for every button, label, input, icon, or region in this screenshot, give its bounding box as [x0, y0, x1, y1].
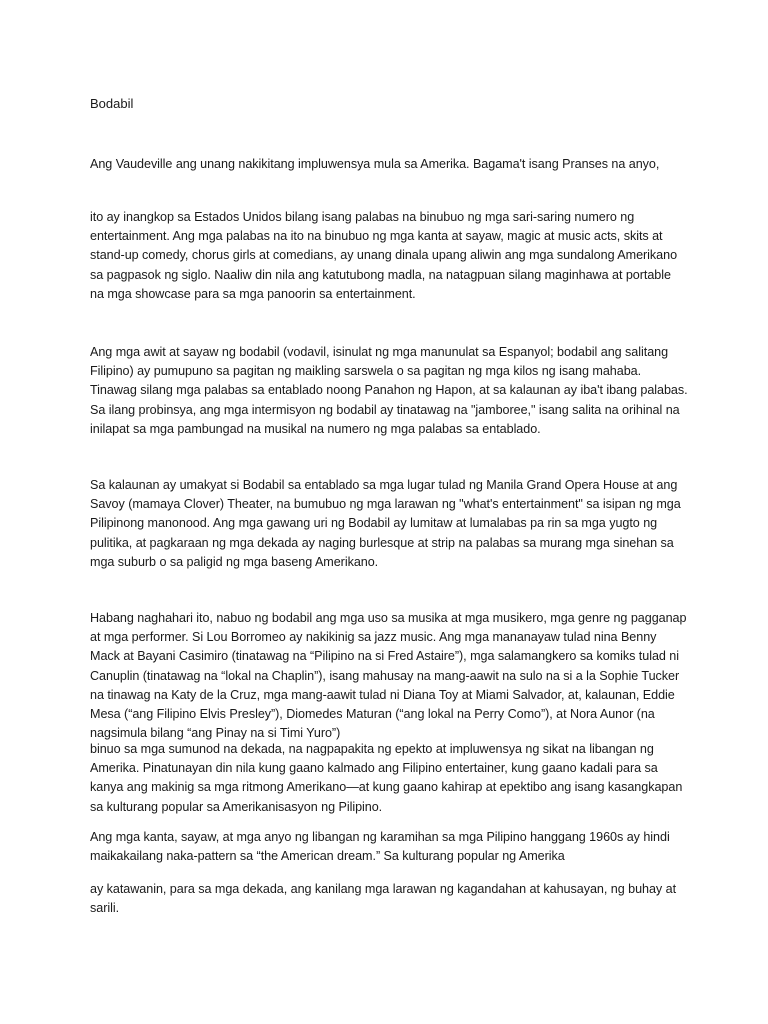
paragraph-american-dream: Ang mga kanta, sayaw, at mga anyo ng libangan ng karamihan sa mga Pilipino hanggang 1960s ay hindi maikakailang naka-pattern sa “the American dream.” Sa kulturang popular ng Amerika	[90, 830, 670, 864]
document-title: Bodabil	[90, 96, 134, 111]
paragraph-performers: Habang naghahari ito, nabuo ng bodabil ang mga uso sa musika at mga musikero, mga genre ng pagganap at mga performer. Si Lou Borromeo ay nakikinig sa jazz music. Ang mga mananayaw tulad nina Benny Mack at Bayani Casimiro (tinatawag na “Pilipino na si Fred Astaire”), mga salamangkero sa komiks tulad ni Canuplin (tinatawag na “lokal na Chaplin”), isang mahusay na mang-aawit na sulo na si a la Sophie Tucker na tinawag na Katy de la Cruz, mga mang-aawit tulad ni Diana Toy at Miami Salvador, at, kalaunan, Eddie Mesa (“ang Filipino Elvis Presley”), Diomedes Maturan (“ang lokal na Perry Como”), at Nora Aunor (na nagsimula bilang “ang Pinay na si Timi Yuro”)	[90, 611, 687, 741]
paragraph-influence: binuo sa mga sumunod na dekada, na nagpapakita ng epekto at impluwensya ng sikat na libangan ng Amerika. Pinatunayan din nila kung gaano kalmado ang Filipino entertainer, kung gaano kadali para sa kanya ang makinig sa mga ritmong Amerikano—at kung gaano kahirap at epektibo ang isang kasangkapan sa kulturang popular sa Amerikanisasyon ng Pilipino.	[90, 742, 683, 814]
paragraph-vaudeville-intro: Ang Vaudeville ang unang nakikitang impluwensya mula sa Amerika. Bagama't isang Pranses na anyo,	[90, 157, 660, 171]
paragraph-conclusion: ay katawanin, para sa mga dekada, ang kanilang mga larawan ng kagandahan at kahusayan, ng buhay at sarili.	[90, 882, 677, 916]
paragraph-stage-venues: Sa kalaunan ay umakyat si Bodabil sa entablado sa mga lugar tulad ng Manila Grand Opera House at ang Savoy (mamaya Clover) Theater, na bumubuo ng mga larawan ng "what's entertainment" sa isipan ng mga Pilipinong manonood. Ang mga gawang uri ng Bodabil ay lumitaw at lumalabas pa rin sa mga yugto ng pulitika, at pagkaraan ng mga dekada ay naging burlesque at strip na palabas sa murang mga sinehan sa mga suburb o sa paligid ng mga baseng Amerikano.	[90, 478, 681, 569]
paragraph-adaptation-us: ito ay inangkop sa Estados Unidos bilang isang palabas na binubuo ng mga sari-saring numero ng entertainment. Ang mga palabas na ito na binubuo ng mga kanta at sayaw, magic at music acts, skits at stand-up comedy, chorus girls at comedians, ay unang dinala upang aliwin ang mga sundalong Amerikano sa pagpasok ng siglo. Naaliw din nila ang katutubong madla, na natagpuan silang maginhawa at portable na mga showcase para sa mga panoorin sa entertainment.	[90, 210, 678, 301]
paragraph-songs-dances: Ang mga awit at sayaw ng bodabil (vodavil, isinulat ng mga manunulat sa Espanyol; bodabil ang salitang Filipino) ay pumupuno sa pagitan ng maikling sarswela o sa pagitan ng mga kilos ng isang mahaba. Tinawag silang mga palabas sa entablado noong Panahon ng Hapon, at sa kalaunan ay iba't ibang palabas. Sa ilang probinsya, ang mga intermisyon ng bodabil ay tinatawag na "jamboree," isang salita na orihinal na inilapat sa mga pambungad na musikal na numero ng mga palabas sa entablado.	[90, 345, 688, 436]
